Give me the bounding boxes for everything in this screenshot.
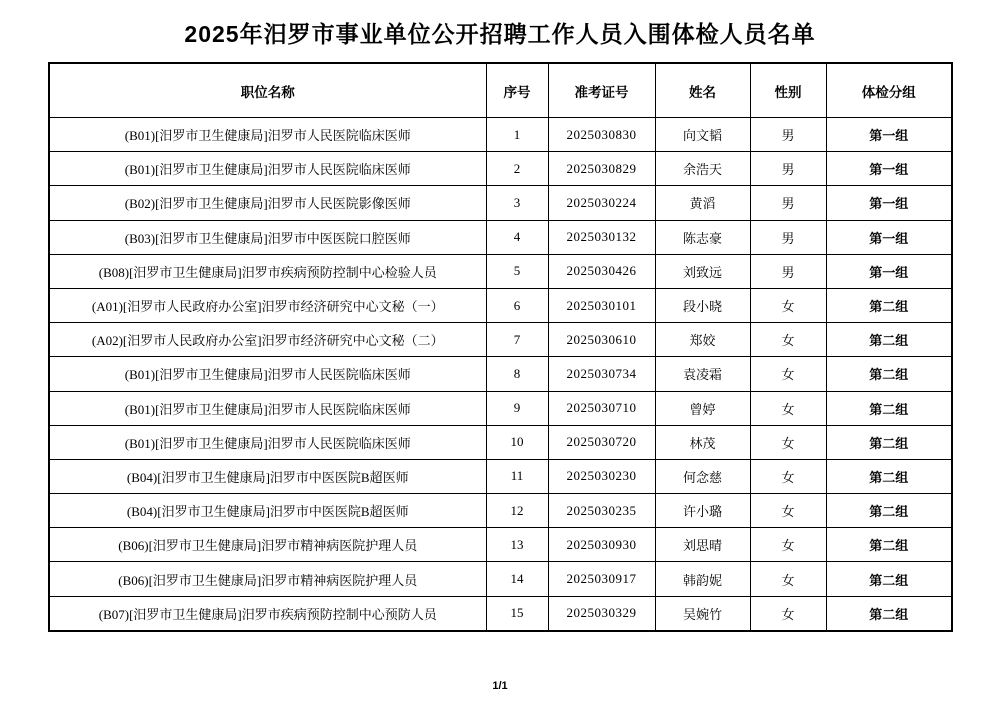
- column-header-group: 体检分组: [826, 63, 952, 118]
- position-cell: (B01)[汨罗市卫生健康局]汨罗市人民医院临床医师: [49, 425, 486, 459]
- no-cell: 11: [486, 459, 548, 493]
- group-cell: 第一组: [826, 152, 952, 186]
- position-cell: (B01)[汨罗市卫生健康局]汨罗市人民医院临床医师: [49, 391, 486, 425]
- gender-cell: 女: [750, 596, 826, 631]
- column-header-no: 序号: [486, 63, 548, 118]
- name-cell: 向文韬: [655, 118, 750, 152]
- ticket-cell: 2025030930: [548, 528, 655, 562]
- ticket-cell: 2025030101: [548, 288, 655, 322]
- column-header-position: 职位名称: [49, 63, 486, 118]
- table-header: [49, 63, 952, 118]
- group-cell: 第一组: [826, 254, 952, 288]
- gender-cell: 男: [750, 118, 826, 152]
- position-cell: (B01)[汨罗市卫生健康局]汨罗市人民医院临床医师: [49, 118, 486, 152]
- column-header-ticket: 准考证号: [548, 63, 655, 118]
- ticket-cell: 2025030720: [548, 425, 655, 459]
- no-cell: 4: [486, 220, 548, 254]
- name-cell: 余浩天: [655, 152, 750, 186]
- position-cell: (B01)[汨罗市卫生健康局]汨罗市人民医院临床医师: [49, 152, 486, 186]
- table-row: [49, 118, 952, 152]
- position-cell: (B08)[汨罗市卫生健康局]汨罗市疾病预防控制中心检验人员: [49, 254, 486, 288]
- group-cell: 第二组: [826, 596, 952, 631]
- group-cell: 第二组: [826, 494, 952, 528]
- table-row: [49, 357, 952, 391]
- gender-cell: 男: [750, 152, 826, 186]
- name-cell: 吴婉竹: [655, 596, 750, 631]
- name-cell: 曾婷: [655, 391, 750, 425]
- table-row: [49, 186, 952, 220]
- ticket-cell: 2025030734: [548, 357, 655, 391]
- table-row: [49, 391, 952, 425]
- no-cell: 10: [486, 425, 548, 459]
- name-cell: 韩韵妮: [655, 562, 750, 596]
- ticket-cell: 2025030230: [548, 459, 655, 493]
- name-cell: 郑姣: [655, 323, 750, 357]
- gender-cell: 女: [750, 494, 826, 528]
- name-cell: 何念慈: [655, 459, 750, 493]
- column-header-gender: 性别: [750, 63, 826, 118]
- group-cell: 第二组: [826, 528, 952, 562]
- gender-cell: 男: [750, 220, 826, 254]
- no-cell: 7: [486, 323, 548, 357]
- no-cell: 8: [486, 357, 548, 391]
- group-cell: 第二组: [826, 357, 952, 391]
- group-cell: 第二组: [826, 425, 952, 459]
- name-cell: 刘致远: [655, 254, 750, 288]
- no-cell: 1: [486, 118, 548, 152]
- no-cell: 2: [486, 152, 548, 186]
- table-row: [49, 562, 952, 596]
- table-row: [49, 220, 952, 254]
- roster-table: [48, 62, 953, 632]
- ticket-cell: 2025030132: [548, 220, 655, 254]
- gender-cell: 女: [750, 425, 826, 459]
- gender-cell: 女: [750, 323, 826, 357]
- group-cell: 第一组: [826, 186, 952, 220]
- group-cell: 第一组: [826, 220, 952, 254]
- no-cell: 15: [486, 596, 548, 631]
- position-cell: (B06)[汨罗市卫生健康局]汨罗市精神病医院护理人员: [49, 528, 486, 562]
- gender-cell: 女: [750, 528, 826, 562]
- name-cell: 刘思晴: [655, 528, 750, 562]
- no-cell: 14: [486, 562, 548, 596]
- position-cell: (B02)[汨罗市卫生健康局]汨罗市人民医院影像医师: [49, 186, 486, 220]
- position-cell: (B01)[汨罗市卫生健康局]汨罗市人民医院临床医师: [49, 357, 486, 391]
- ticket-cell: 2025030917: [548, 562, 655, 596]
- group-cell: 第二组: [826, 288, 952, 322]
- header-row: [49, 63, 952, 118]
- group-cell: 第二组: [826, 562, 952, 596]
- gender-cell: 男: [750, 186, 826, 220]
- position-cell: (B06)[汨罗市卫生健康局]汨罗市精神病医院护理人员: [49, 562, 486, 596]
- no-cell: 5: [486, 254, 548, 288]
- table-row: [49, 425, 952, 459]
- table-row: [49, 528, 952, 562]
- ticket-cell: 2025030329: [548, 596, 655, 631]
- table-row: [49, 494, 952, 528]
- table-row: [49, 596, 952, 631]
- name-cell: 段小晓: [655, 288, 750, 322]
- group-cell: 第二组: [826, 323, 952, 357]
- table-row: [49, 152, 952, 186]
- column-header-name: 姓名: [655, 63, 750, 118]
- page-title: 2025年汨罗市事业单位公开招聘工作人员入围体检人员名单: [184, 21, 816, 47]
- name-cell: 许小璐: [655, 494, 750, 528]
- table-row: [49, 288, 952, 322]
- name-cell: 黄滔: [655, 186, 750, 220]
- group-cell: 第一组: [826, 118, 952, 152]
- name-cell: 袁凌霜: [655, 357, 750, 391]
- position-cell: (B04)[汨罗市卫生健康局]汨罗市中医医院B超医师: [49, 494, 486, 528]
- table-body: [49, 118, 952, 631]
- ticket-cell: 2025030710: [548, 391, 655, 425]
- position-cell: (B03)[汨罗市卫生健康局]汨罗市中医医院口腔医师: [49, 220, 486, 254]
- gender-cell: 女: [750, 288, 826, 322]
- page-indicator: 1/1: [492, 680, 508, 692]
- ticket-cell: 2025030235: [548, 494, 655, 528]
- gender-cell: 男: [750, 254, 826, 288]
- group-cell: 第二组: [826, 391, 952, 425]
- name-cell: 陈志豪: [655, 220, 750, 254]
- table-row: [49, 459, 952, 493]
- no-cell: 12: [486, 494, 548, 528]
- no-cell: 13: [486, 528, 548, 562]
- ticket-cell: 2025030610: [548, 323, 655, 357]
- gender-cell: 女: [750, 459, 826, 493]
- name-cell: 林茂: [655, 425, 750, 459]
- position-cell: (A01)[汨罗市人民政府办公室]汨罗市经济研究中心文秘（一）: [49, 288, 486, 322]
- position-cell: (B04)[汨罗市卫生健康局]汨罗市中医医院B超医师: [49, 459, 486, 493]
- position-cell: (A02)[汨罗市人民政府办公室]汨罗市经济研究中心文秘（二）: [49, 323, 486, 357]
- ticket-cell: 2025030224: [548, 186, 655, 220]
- position-cell: (B07)[汨罗市卫生健康局]汨罗市疾病预防控制中心预防人员: [49, 596, 486, 631]
- table-row: [49, 254, 952, 288]
- ticket-cell: 2025030829: [548, 152, 655, 186]
- no-cell: 6: [486, 288, 548, 322]
- gender-cell: 女: [750, 391, 826, 425]
- no-cell: 9: [486, 391, 548, 425]
- ticket-cell: 2025030426: [548, 254, 655, 288]
- gender-cell: 女: [750, 357, 826, 391]
- no-cell: 3: [486, 186, 548, 220]
- gender-cell: 女: [750, 562, 826, 596]
- group-cell: 第二组: [826, 459, 952, 493]
- ticket-cell: 2025030830: [548, 118, 655, 152]
- table-row: [49, 323, 952, 357]
